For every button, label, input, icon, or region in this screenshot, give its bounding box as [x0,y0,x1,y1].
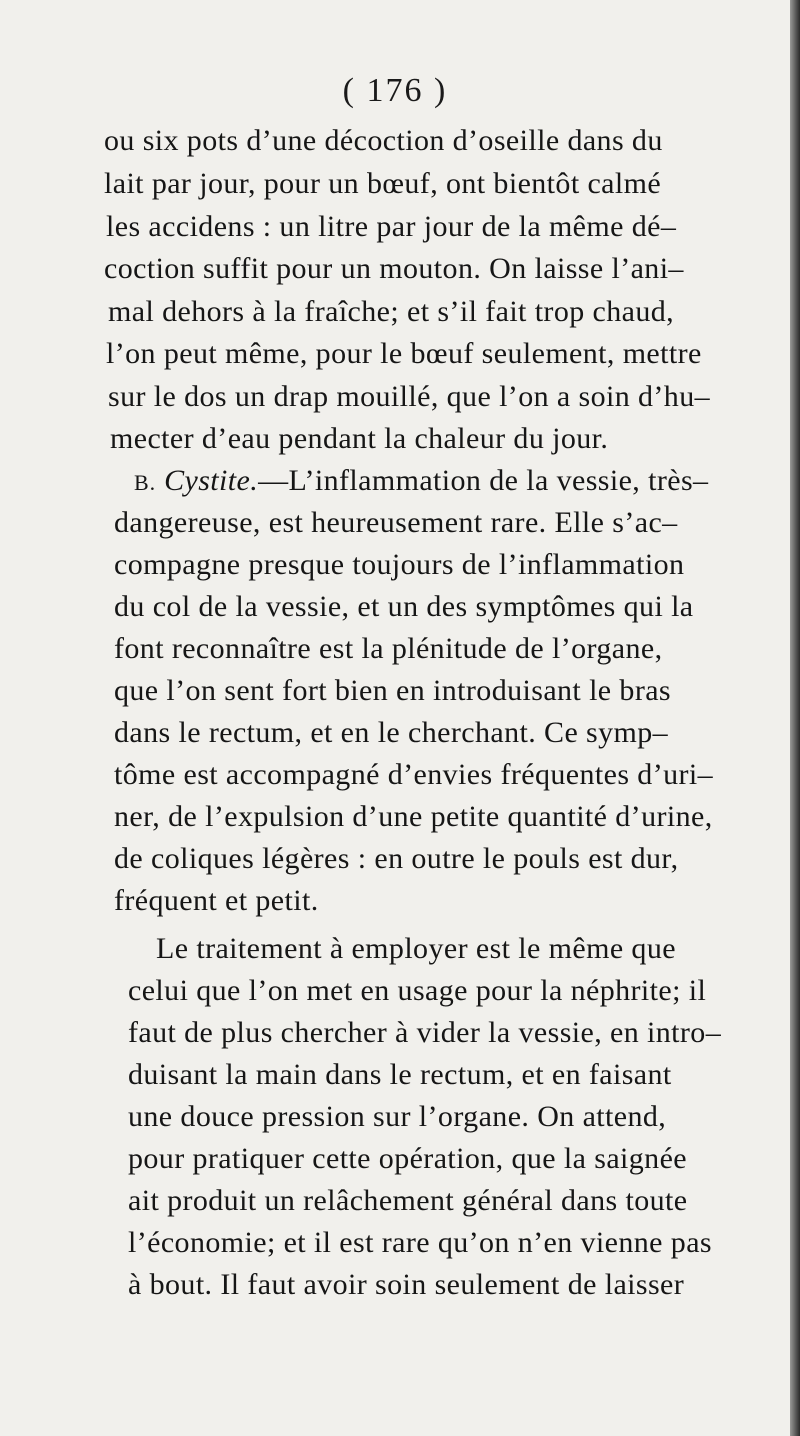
text-line: de coliques légères : en outre le pouls est dur, [114,842,679,875]
text-line: faut de plus chercher à vider la vessie, en intro– [128,1016,722,1049]
text-line: ner, de l’expulsion d’une petite quantité d’urine, [114,800,713,833]
text-line: sur le dos un drap mouillé, que l’on a soin d’hu– [108,380,711,413]
text-line: tôme est accompagné d’envies fréquentes d’uri– [114,758,714,791]
section-heading-line [134,464,708,500]
text-line: du col de la vessie, et un des symptômes qui la [114,590,694,623]
text-line: dans le rectum, et en le cherchant. Ce symp– [114,716,669,749]
text-line: mal dehors à la fraîche; et s’il fait trop chaud, [108,295,675,328]
text-line: font reconnaître est la plénitude de l’organe, [114,632,663,665]
text-line: pour pratiquer cette opération, que la saignée [128,1142,688,1175]
text-line: dangereuse, est heureusement rare. Elle s’ac– [114,506,678,539]
text-line: coction suffit pour un mouton. On laisse l’ani– [104,252,684,285]
text-line: ou six pots d’une décoction d’oseille dans du [104,124,663,157]
text-line: fréquent et petit. [114,884,319,917]
text-line: mecter d’eau pendant la chaleur du jour. [110,422,609,455]
section-marker: B. [134,470,157,495]
text-line: compagne presque toujours de l’inflammation [114,548,685,581]
page-edge-shadow [790,0,800,1436]
text-line: lait par jour, pour un bœuf, ont bientôt calmé [104,167,662,200]
text-line: à bout. Il faut avoir soin seulement de laisser [128,1268,685,1301]
text-line: que l’on sent fort bien en introduisant le bras [114,674,671,707]
text-line: l’on peut même, pour le bœuf seulement, mettre [106,337,702,370]
page-number: ( 176 ) [342,72,448,109]
text-line: ait produit un relâchement général dans toute [128,1184,688,1217]
text-line: celui que l’on met en usage pour la néphrite; il [128,974,707,1007]
text-line: Le traitement à employer est le même que [156,932,676,965]
section-title: Cystite. [164,464,259,497]
text-line: une douce pression sur l’organe. On attend, [128,1100,667,1133]
text-line: les accidens : un litre par jour de la même dé– [106,210,677,243]
text-line: l’économie; et il est rare qu’on n’en vienne pas [128,1226,712,1259]
text-line: duisant la main dans le rectum, et en faisant [128,1058,672,1091]
section-first-line: L’inflammation de la vessie, très– [288,464,709,497]
section-dash: — [258,464,289,497]
